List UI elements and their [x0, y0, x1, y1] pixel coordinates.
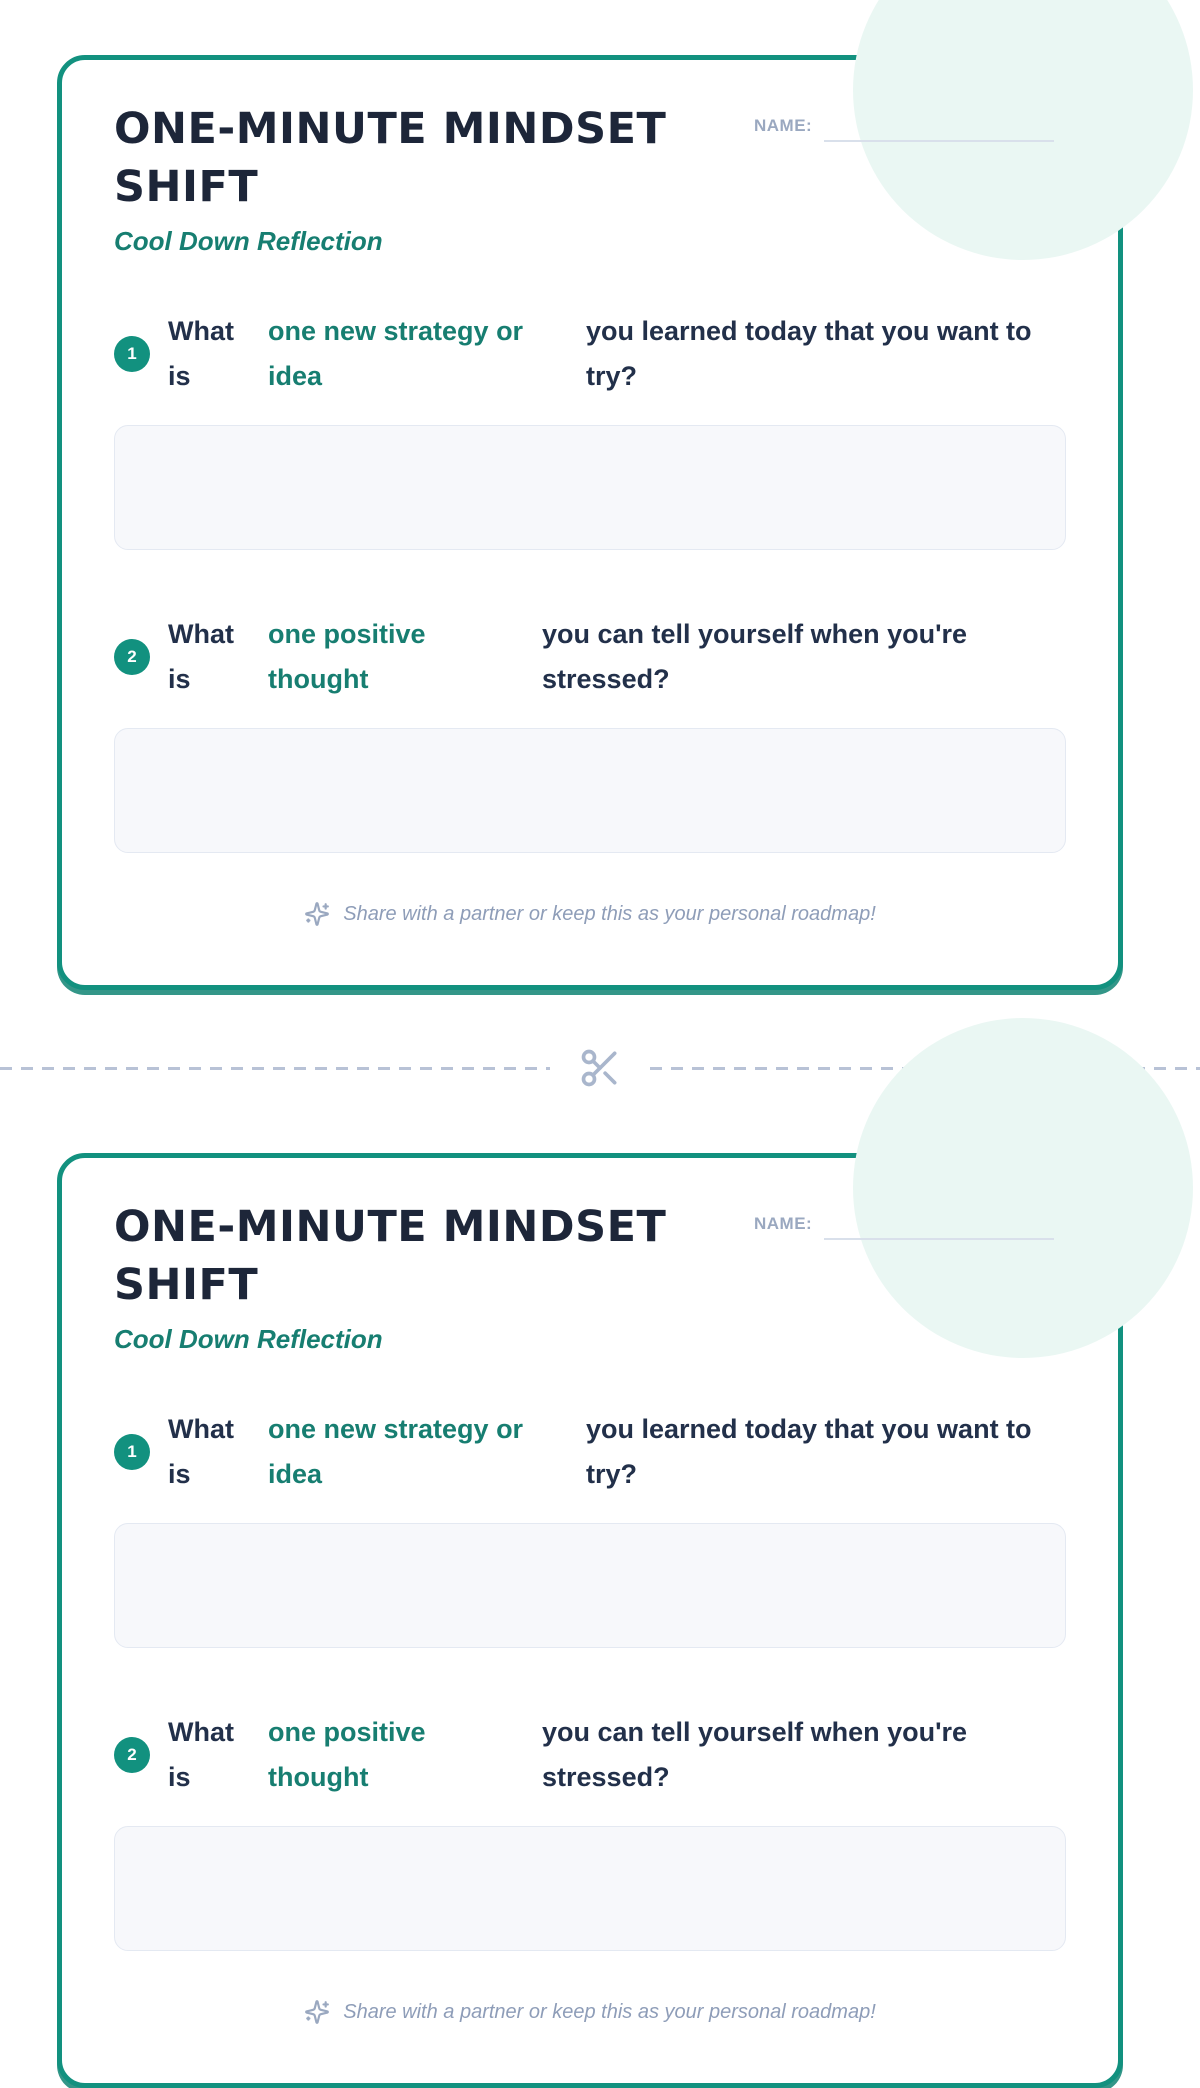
- question-2-text: [168, 1710, 1032, 1800]
- question-1-rest: you learned today that you want to try?: [586, 1414, 1032, 1490]
- worksheet-title: ONE-MINUTE MINDSET SHIFT: [114, 1202, 667, 1311]
- worksheet-subtitle: Cool Down Reflection: [114, 1324, 383, 1355]
- question-1: [114, 1407, 1066, 1497]
- question-2-lead: What is: [168, 1717, 234, 1793]
- question-2-text: [168, 612, 1032, 702]
- name-block: [754, 1198, 1054, 1314]
- cut-dash-right: [650, 1067, 1200, 1070]
- worksheet-title: ONE-MINUTE MINDSET SHIFT: [114, 104, 667, 213]
- question-2-rest: you can tell yourself when you're stressed?: [542, 619, 968, 695]
- question-1-lead: What is: [168, 1414, 234, 1490]
- question-1-text: [168, 309, 1076, 399]
- name-block: [754, 100, 1054, 216]
- question-2-number-badge: 2: [114, 1737, 150, 1773]
- question-2-lead: What is: [168, 619, 234, 695]
- question-2-rest: you can tell yourself when you're stressed?: [542, 1717, 968, 1793]
- question-1-text: [168, 1407, 1076, 1497]
- worksheet-card-bottom: [57, 1153, 1123, 2088]
- card-header: [114, 1198, 1066, 1314]
- cut-line: [0, 1046, 1200, 1090]
- answer-box-2[interactable]: [114, 1826, 1066, 1951]
- name-label: NAME:: [754, 1214, 813, 1234]
- question-2-highlight: one positive thought: [268, 619, 426, 695]
- question-1-rest: you learned today that you want to try?: [586, 316, 1032, 392]
- name-input-line[interactable]: [824, 116, 1054, 142]
- worksheet-card-top: [57, 55, 1123, 990]
- name-label: NAME:: [754, 116, 813, 135]
- question-2-highlight: one positive thought: [268, 1717, 426, 1793]
- footer-note: [114, 1999, 1066, 2025]
- worksheet-subtitle: Cool Down Reflection: [114, 226, 383, 257]
- question-2-number-badge: 2: [114, 639, 150, 675]
- card-header: [114, 100, 1066, 216]
- footer-note-text: Share with a partner or keep this as your personal roadmap!: [343, 902, 876, 925]
- question-1: [114, 309, 1066, 399]
- answer-box-1[interactable]: [114, 1523, 1066, 1648]
- question-2: [114, 612, 1066, 702]
- question-1-highlight: one new strategy or idea: [268, 1414, 524, 1490]
- question-1-lead: What is: [168, 316, 234, 392]
- question-1-number-badge: 1: [114, 1434, 150, 1470]
- answer-box-1[interactable]: [114, 425, 1066, 550]
- sparkles-icon: [304, 1999, 330, 2025]
- scissors-icon: [578, 1046, 622, 1090]
- cut-dash-left: [0, 1067, 550, 1070]
- footer-note-text: Share with a partner or keep this as your personal roadmap!: [343, 2000, 876, 2023]
- answer-box-2[interactable]: [114, 728, 1066, 853]
- name-input-line[interactable]: [824, 1214, 1054, 1240]
- question-1-highlight: one new strategy or idea: [268, 316, 524, 392]
- question-2: [114, 1710, 1066, 1800]
- sparkles-icon: [304, 901, 330, 927]
- question-1-number-badge: 1: [114, 336, 150, 372]
- footer-note: [114, 901, 1066, 927]
